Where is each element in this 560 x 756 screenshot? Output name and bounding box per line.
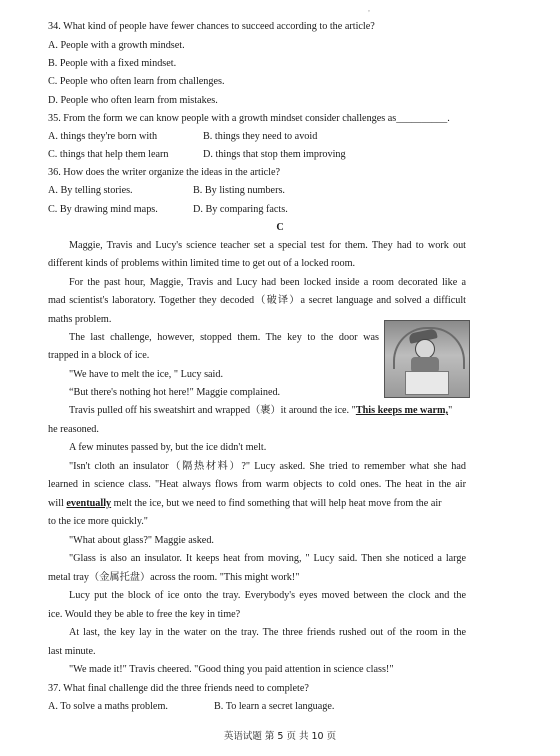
- header-mark: ,: [368, 4, 370, 13]
- passage-p10-line2: metal tray（金属托盘）across the room. "This might work!": [48, 572, 300, 583]
- passage-p8-line3: [48, 497, 442, 510]
- page-footer: 英语试题 第 5 页 共 10 页: [223, 731, 337, 742]
- q36-option-a: A. By telling stories.: [48, 185, 133, 196]
- passage-p3-line1: The last challenge, however, stopped them. The key to the door was: [69, 332, 379, 343]
- passage-p12-line1: At last, the key lay in the water on the tray. The three friends rushed out of the room in the: [69, 627, 466, 638]
- q36-question: 36. How does the writer organize the ideas in the article?: [48, 167, 281, 178]
- p8-bold-word: eventually: [66, 498, 112, 509]
- p6-text-a: Travis pulled off his sweatshirt and wrapped（裹）it around the ice. ": [69, 405, 356, 416]
- passage-p6-line1: [69, 404, 452, 417]
- p6-text-b: ": [448, 405, 453, 416]
- passage-p10-line1: "Glass is also an insulator. It keeps heat from moving, " Lucy said. Then she noticed a large: [69, 553, 466, 564]
- passage-p4: "We have to melt the ice, " Lucy said.: [69, 369, 224, 380]
- p8-text-a: will: [48, 498, 67, 509]
- passage-p7: A few minutes passed by, but the ice didn't melt.: [69, 442, 267, 453]
- passage-p1-line1: Maggie, Travis and Lucy's science teacher set a special test for them. They had to work out: [69, 240, 466, 251]
- passage-p2-line2: mad scientist's laboratory. Together they decoded（破译）a secret language and solved a difficult: [48, 295, 466, 306]
- q34-option-a: A. People with a growth mindset.: [48, 40, 185, 51]
- passage-p8-line1: "Isn't cloth an insulator（隔热材料）?" Lucy asked. She tried to remember what she had: [69, 461, 466, 472]
- passage-p3-line2: trapped in a block of ice.: [48, 350, 150, 361]
- passage-p12-line2: last minute.: [48, 646, 96, 657]
- q34-option-d: D. People who often learn from mistakes.: [48, 95, 218, 106]
- passage-p11-line2: ice. Would they be able to free the key in time?: [48, 609, 241, 620]
- passage-p8-line2: learned in science class. "Heat always flows from warm objects to cold ones. The heat in the air: [48, 479, 466, 490]
- q36-option-d: D. By comparing facts.: [193, 204, 288, 215]
- q34-option-c: C. People who often learn from challenges.: [48, 76, 225, 87]
- q35-option-a: A. things they're born with: [48, 131, 158, 142]
- section-label: C: [276, 222, 284, 233]
- passage-p1-line2: different kinds of problems within limited time to get out of a locked room.: [48, 258, 356, 269]
- q34-option-b: B. People with a fixed mindset.: [48, 58, 177, 69]
- passage-p6-line2: he reasoned.: [48, 424, 99, 435]
- passage-p13: "We made it!" Travis cheered. "Good thing you paid attention in science class!": [69, 664, 394, 675]
- passage-p5: “But there's nothing hot here!" Maggie complained.: [69, 387, 281, 398]
- q34-question: 34. What kind of people have fewer chances to succeed according to the article?: [48, 21, 375, 32]
- q37-option-a: A. To solve a maths problem.: [48, 701, 168, 712]
- passage-p9: "What about glass?" Maggie asked.: [69, 535, 214, 546]
- q36-option-b: B. By listing numbers.: [193, 185, 285, 196]
- q35-question: 35. From the form we can know people with a growth mindset consider challenges as__________.: [48, 113, 450, 124]
- q35-option-c: C. things that help them learn: [48, 149, 169, 160]
- passage-p2-line1: For the past hour, Maggie, Travis and Lucy had been locked inside a room decorated like a: [69, 277, 466, 288]
- passage-p2-line3: maths problem.: [48, 314, 112, 325]
- p8-text-b: melt the ice, but we need to find something that will help heat move from the air: [111, 498, 442, 509]
- passage-p8-line4: to the ice more quickly.": [48, 516, 148, 527]
- q35-option-d: D. things that stop them improving: [203, 149, 346, 160]
- escape-room-illustration: [384, 320, 470, 398]
- q37-question: 37. What final challenge did the three friends need to complete?: [48, 683, 309, 694]
- p6-bold-phrase: This keeps me warm,: [355, 405, 449, 416]
- q37-option-b: B. To learn a secret language.: [214, 701, 335, 712]
- q35-option-b: B. things they need to avoid: [203, 131, 318, 142]
- passage-p11-line1: Lucy put the block of ice onto the tray. Everybody's eyes moved between the clock and the: [69, 590, 466, 601]
- q36-option-c: C. By drawing mind maps.: [48, 204, 158, 215]
